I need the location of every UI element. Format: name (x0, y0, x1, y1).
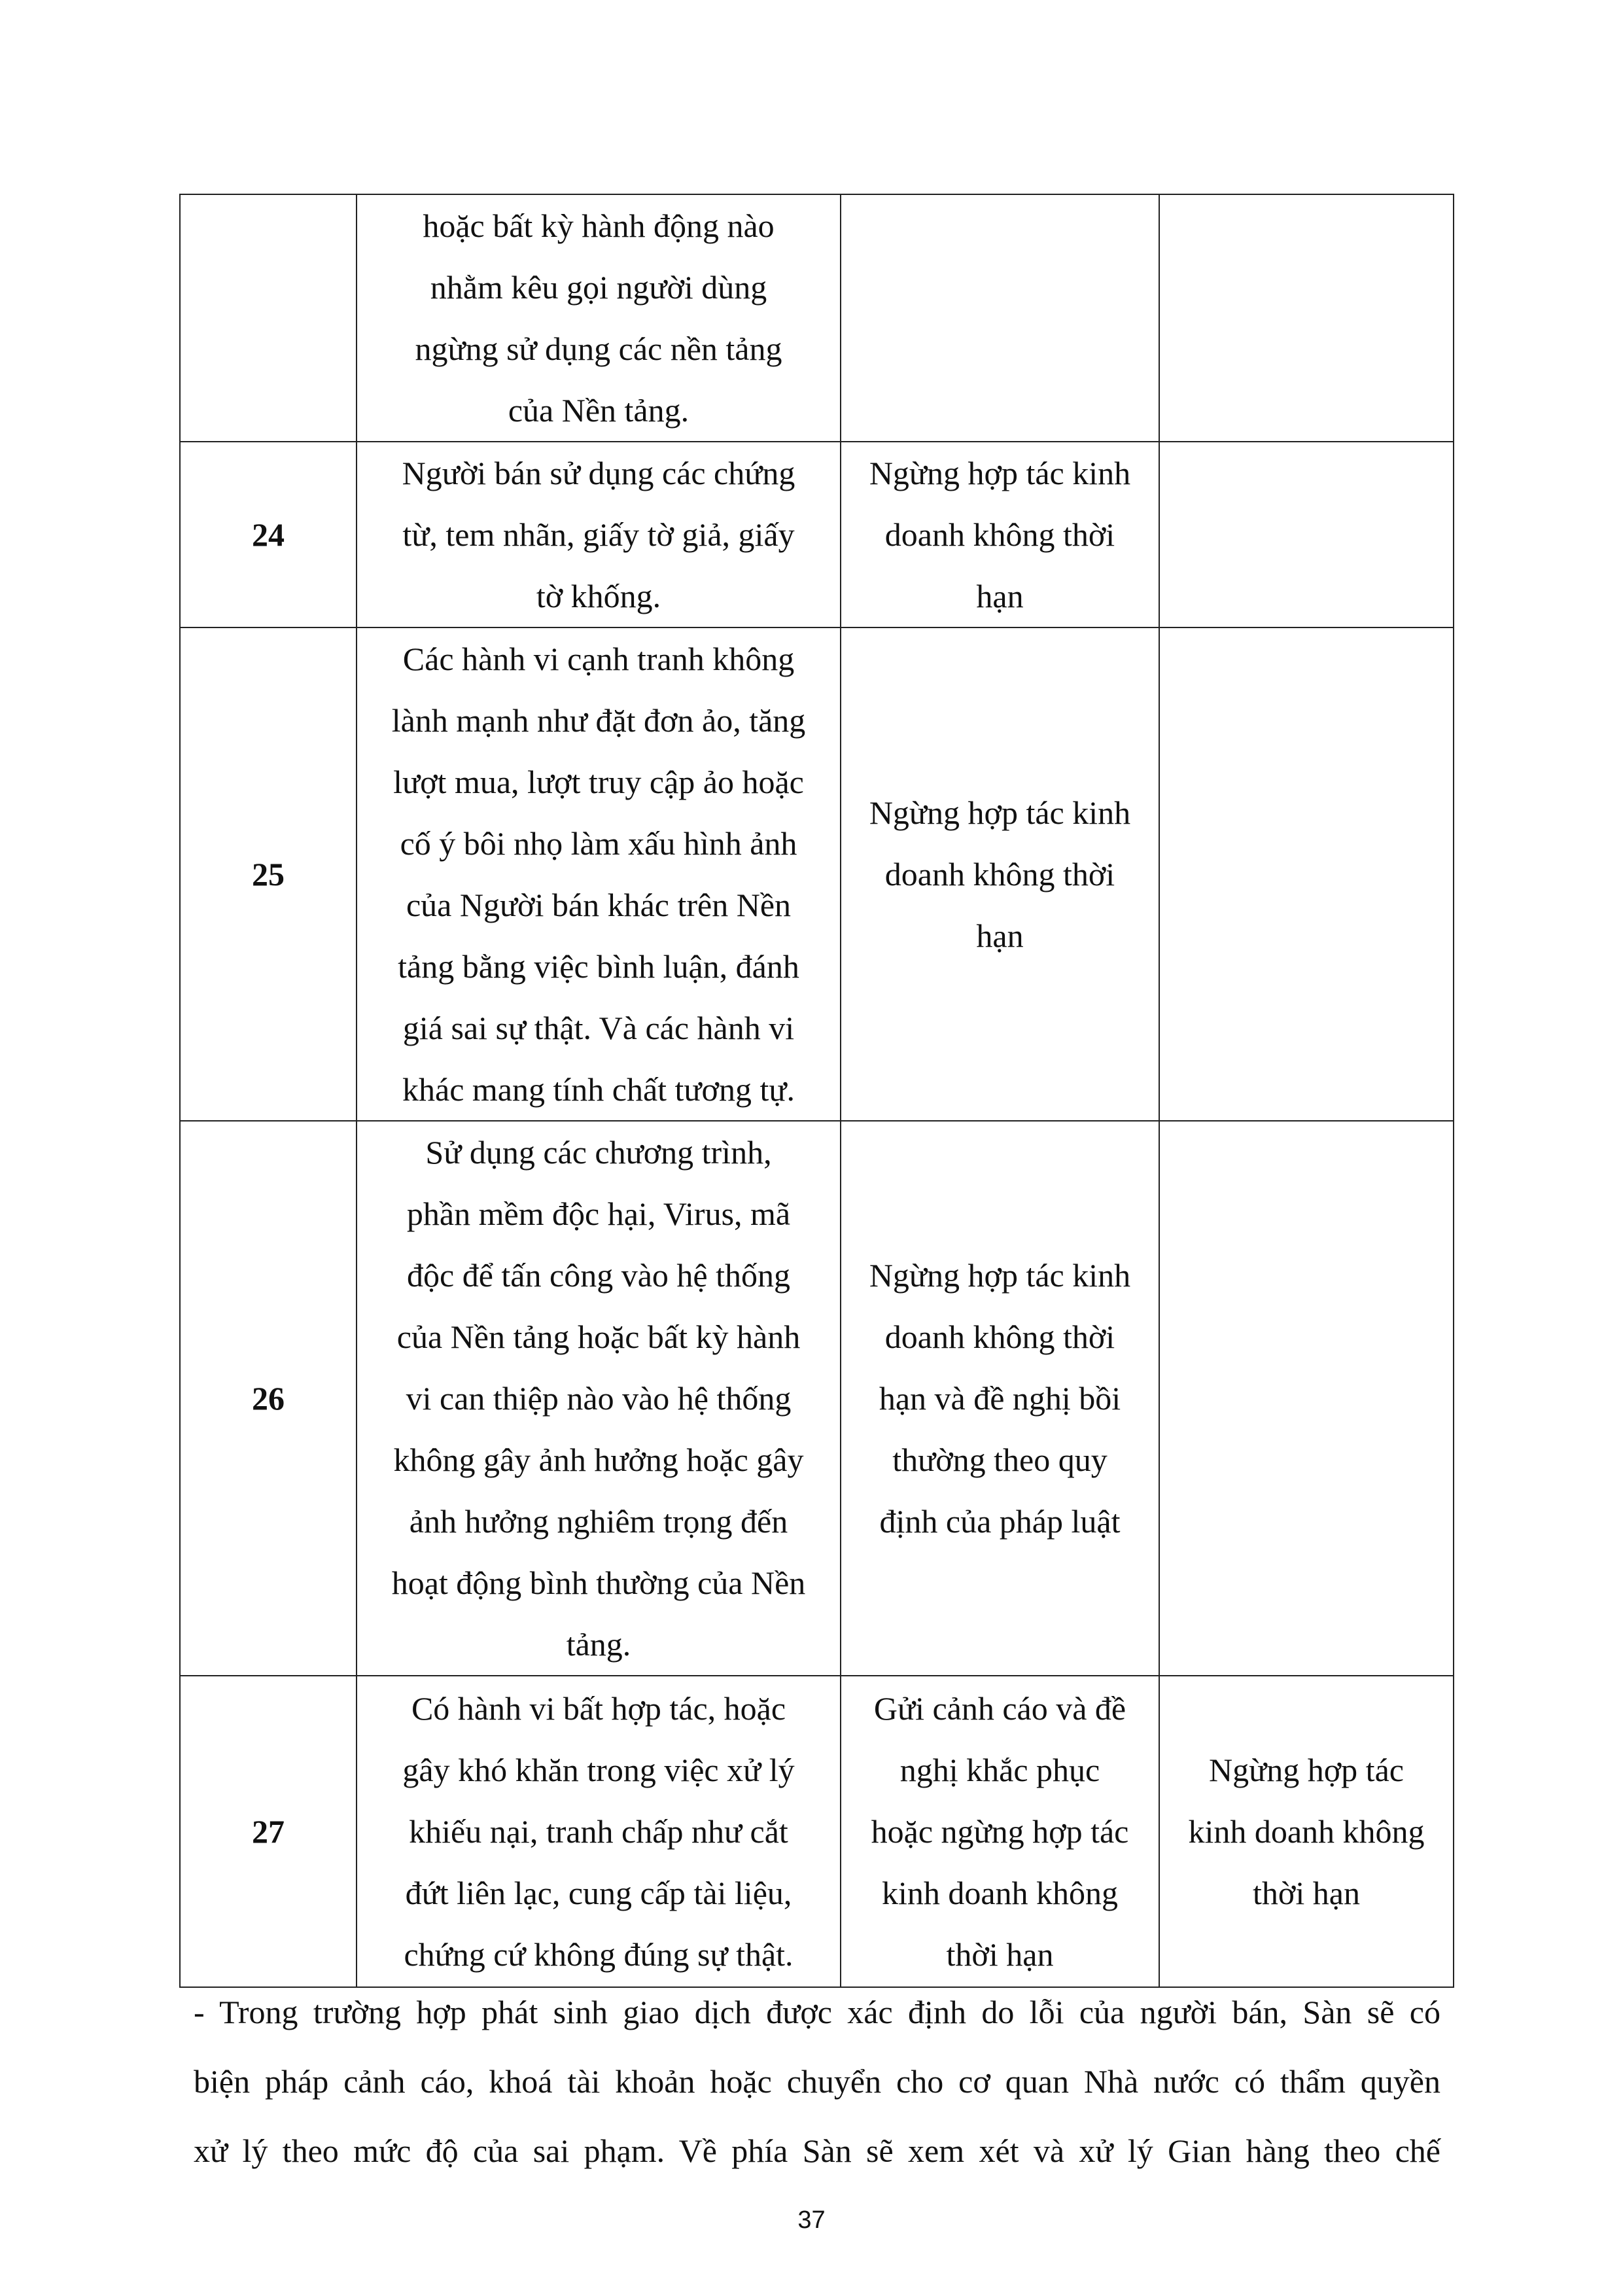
second-action-cell (1159, 1121, 1454, 1676)
second-action-cell (1159, 442, 1454, 627)
violation-cell: Có hành vi bất hợp tác, hoặc gây khó khăn trong việc xử lý khiếu nại, tranh chấp như cắt đứt liên lạc, cung cấp tài liệu, chứng cứ không đúng sự thật. (357, 1676, 841, 1987)
table-row (180, 1121, 1454, 1676)
page-number: 37 (797, 2206, 826, 2234)
table-row (180, 627, 1454, 1121)
row-number: 25 (180, 627, 357, 1121)
paragraph-line: biện pháp cảnh cáo, khoá tài khoản hoặc chuyển cho cơ quan Nhà nước có thẩm quyền (194, 2063, 1440, 2100)
row-number: 27 (180, 1676, 357, 1987)
second-action-cell (1159, 194, 1454, 442)
second-action-cell: Ngừng hợp tác kinh doanh không thời hạn (1159, 1676, 1454, 1987)
first-action-cell: Gửi cảnh cáo và đề nghị khắc phục hoặc ngừng hợp tác kinh doanh không thời hạn (841, 1676, 1159, 1987)
violations-table (179, 194, 1454, 1988)
violation-cell: Người bán sử dụng các chứng từ, tem nhãn, giấy tờ giả, giấy tờ khống. (357, 442, 841, 627)
violation-cell: hoặc bất kỳ hành động nào nhằm kêu gọi người dùng ngừng sử dụng các nền tảng của Nền tảng. (357, 194, 841, 442)
first-action-cell: Ngừng hợp tác kinh doanh không thời hạn (841, 627, 1159, 1121)
second-action-cell (1159, 627, 1454, 1121)
first-action-cell: Ngừng hợp tác kinh doanh không thời hạn (841, 442, 1159, 627)
violation-cell: Sử dụng các chương trình, phần mềm độc hại, Virus, mã độc để tấn công vào hệ thống của Nền tảng hoặc bất kỳ hành vi can thiệp nào vào hệ thống không gây ảnh hưởng hoặc gây ảnh hưởng nghiêm trọng đến hoạt động bình thường của Nền tảng. (357, 1121, 841, 1676)
violation-cell: Các hành vi cạnh tranh không lành mạnh như đặt đơn ảo, tăng lượt mua, lượt truy cập ảo hoặc cố ý bôi nhọ làm xấu hình ảnh của Người bán khác trên Nền tảng bằng việc bình luận, đánh giá sai sự thật. Và các hành vi khác mang tính chất tương tự. (357, 627, 841, 1121)
row-number: 26 (180, 1121, 357, 1676)
row-number (180, 194, 357, 442)
table-row (180, 1676, 1454, 1987)
row-number: 24 (180, 442, 357, 627)
paragraph-line: - Trong trường hợp phát sinh giao dịch được xác định do lỗi của người bán, Sàn sẽ có (194, 1994, 1440, 2030)
first-action-cell (841, 194, 1159, 442)
body-paragraph (194, 1977, 1440, 2185)
paragraph-line: xử lý theo mức độ của sai phạm. Về phía Sàn sẽ xem xét và xử lý Gian hàng theo chế (194, 2132, 1440, 2169)
first-action-cell: Ngừng hợp tác kinh doanh không thời hạn và đề nghị bồi thường theo quy định của pháp luật (841, 1121, 1159, 1676)
table-row (180, 442, 1454, 627)
table-row (180, 194, 1454, 442)
